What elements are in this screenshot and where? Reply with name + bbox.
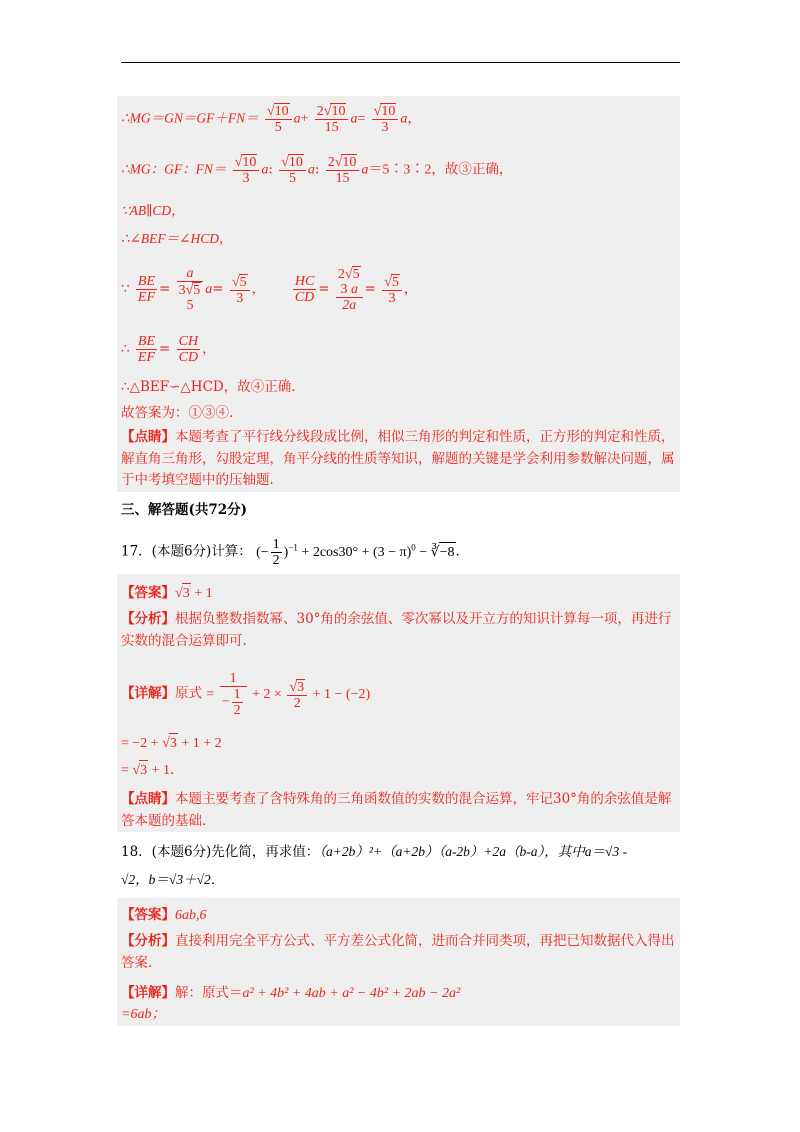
section-title: 三、解答题(共72分) (121, 502, 248, 518)
line-be-ef: ∵ $\frac{BE}{EF}$ = a 3√5 5 a= $\frac{√5}{3}$ ， $\frac{HC}{CD}$ = 2√5 3 a 2a = $\frac{√5}{3}$ ， (121, 266, 418, 313)
line-ratio: ∴MG：GF：FN＝ $\frac{√10}{3}$ a: $\frac{√10}{5}$ a: $\frac{2√10}{15}$ a＝5∶3∶2，故③正确， (121, 155, 513, 186)
line-ratio-eq: ∴ $\frac{BE}{EF}$ = $\frac{CH}{CD}$ ， (121, 334, 216, 365)
q18-analysis: 【分析】直接利用完全平方公式、平方差公式化简，进而合并同类项，再把已知数据代入得出答案． (121, 933, 675, 971)
q18-question: 18．(本题6分)先化简，再求值：（a+2b）²+（a+2b）（a-2b）+2a（b-a），其中a＝√3 - (121, 844, 628, 860)
q18-detail: 【详解】解：原式＝a² + 4b² + 4ab + a² − 4b² + 2ab − 2a² (121, 985, 461, 1001)
line-similar: ∴△BEF∽△HCD，故④正确． (121, 379, 305, 395)
line-answer: 故答案为：①③④． (121, 405, 243, 421)
q17-answer: 【答案】√3 + 1 (121, 583, 213, 604)
q17-question: 17．(本题6分)计算： (− $\frac{1}{2}$ )$^{-1} + 2\cos 30^\circ + (3 - \pi)^0$ − ∛−8． (121, 537, 469, 568)
q17-step3: = √3 + 1． (121, 760, 184, 781)
q18-detail-step2: =6ab； (121, 1007, 166, 1022)
header-rule (121, 62, 680, 63)
q17-analysis: 【分析】根据负整数指数幂、30°角的余弦值、零次幂以及开立方的知识计算每一项，再进行实数的混合运算即可． (121, 611, 672, 649)
q16-comment: 【点睛】本题考查了平行线分线段成比例，相似三角形的判定和性质，正方形的判定和性质，解直角三角形，勾股定理，角平分线的性质等知识，解题的关键是学会利用参数解决问题，属于中考填空题中的压轴题． (121, 429, 675, 488)
q17-detail: 【详解】原式 = 1 − $\frac{1}{2}$ + 2 × $\frac{√3}{2}$ + 1 − (−2) (121, 671, 371, 718)
q18-answer: 【答案】6ab,6 (121, 907, 207, 923)
q17-step2: = −2 + √3 + 1 + 2 (121, 733, 222, 754)
line-mg-sum: ∴MG＝GN＝GF＋FN＝ $\frac{√10}{5}$ a+ $\frac{2√10}{15}$ a= $\frac{√10}{3}$ a， (121, 104, 421, 135)
q17-comment: 【点睛】本题主要考查了含特殊角的三角函数值的实数的混合运算，牢记30°角的余弦值是解答本题的基础． (121, 791, 672, 829)
line-parallel: ∵AB∥CD， (121, 203, 185, 218)
line-angle-eq: ∴∠BEF＝∠HCD， (121, 231, 233, 246)
q18-question-cont: √2，b＝√3＋√2． (121, 872, 225, 887)
